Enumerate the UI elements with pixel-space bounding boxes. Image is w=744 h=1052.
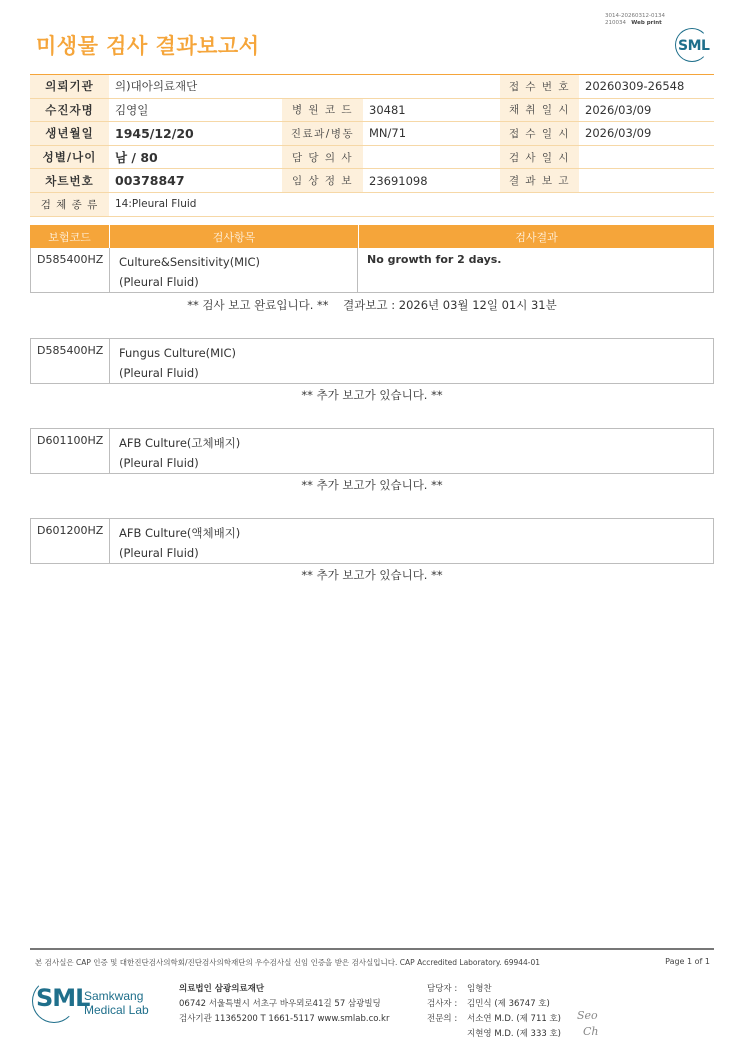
- value-receipt-date: 2026/03/09: [579, 122, 714, 146]
- sml-logo-top: [675, 28, 711, 64]
- label-collection-date: 채 취 일 시: [500, 98, 579, 122]
- value-birth-date: 1945/12/20: [109, 122, 282, 146]
- note-text: ** 추가 보고가 있습니다. **: [301, 388, 443, 402]
- logo-sml-text: SML: [36, 984, 90, 1012]
- print-seq: 210034: [605, 19, 626, 26]
- staff-list: [427, 982, 599, 1042]
- value-requesting-institution: 의)대아의료재단: [109, 75, 500, 99]
- value-collection-date: 2026/03/09: [579, 98, 714, 122]
- test-code: D601200HZ: [31, 519, 110, 563]
- staff-row: [427, 997, 561, 1012]
- report-note: [30, 387, 714, 403]
- info-row: [30, 192, 714, 216]
- label-department-ward: 진료과/병동: [282, 122, 363, 146]
- header-test-item: 검사항목: [110, 225, 359, 248]
- print-sub: [605, 20, 665, 27]
- label-attending-doctor: 담 당 의 사: [282, 145, 363, 169]
- staff-name: 김민식 (제 36747 호): [467, 999, 550, 1009]
- value-chart-number: 00378847: [109, 169, 282, 193]
- value-hospital-code: 30481: [363, 98, 500, 122]
- result-row: [30, 248, 714, 293]
- staff-row: [427, 982, 561, 997]
- test-item: [110, 339, 679, 383]
- label-requesting-institution: 의뢰기관: [30, 75, 109, 99]
- report-title: 미생물 검사 결과보고서: [36, 34, 260, 58]
- org-contact: 검사기관 11365200 T 1661-5117 www.smlab.co.kr: [179, 1014, 390, 1024]
- label-result-report: 결 과 보 고: [500, 169, 579, 193]
- info-row: [30, 169, 714, 193]
- staff-row: [427, 1012, 561, 1027]
- test-specimen: (Pleural Fluid): [119, 275, 199, 289]
- org-name: 의료법인 삼광의료재단: [179, 984, 265, 994]
- organization-info: [179, 982, 389, 1027]
- value-specimen-type: 14:Pleural Fluid: [109, 192, 714, 216]
- org-address: 06742 서울특별시 서초구 바우뫼로41길 57 삼광빌딩: [179, 999, 381, 1009]
- staff-role: 전문의 :: [427, 1014, 458, 1024]
- staff-row: [427, 1027, 561, 1042]
- print-meta: [605, 13, 665, 26]
- value-attending-doctor: [363, 145, 500, 169]
- test-item: [110, 519, 679, 563]
- label-test-date: 검 사 일 시: [500, 145, 579, 169]
- label-clinical-info: 임 상 정 보: [282, 169, 363, 193]
- signature-mark: Seo: [577, 1009, 598, 1022]
- logo-text: SML: [678, 38, 710, 54]
- test-item: [110, 429, 679, 473]
- report-note: [30, 567, 714, 583]
- test-code: D585400HZ: [31, 339, 110, 383]
- label-receipt-date: 접 수 일 시: [500, 122, 579, 146]
- label-specimen-type: 검 체 종 류: [30, 192, 109, 216]
- staff-role: 담당자 :: [427, 984, 458, 994]
- accreditation-note: 본 검사실은 CAP 인증 및 대한진단검사의학회/진단검사의학재단의 우수검사실 신임 인증을 받은 검사실입니다. CAP Accredited Laboratory. 69944-01: [35, 958, 541, 967]
- info-row: [30, 122, 714, 146]
- staff-role: 검사자 :: [427, 999, 458, 1009]
- label-birth-date: 생년월일: [30, 122, 109, 146]
- test-specimen: (Pleural Fluid): [119, 366, 199, 380]
- test-code: D601100HZ: [31, 429, 110, 473]
- samkwang-logo: [36, 981, 166, 1025]
- info-row: [30, 98, 714, 122]
- results-header: [30, 225, 714, 248]
- staff-role: [427, 1027, 467, 1042]
- header-test-result: 검사결과: [515, 230, 558, 244]
- header-insurance-code: 보험코드: [30, 225, 110, 248]
- test-specimen: (Pleural Fluid): [119, 546, 199, 560]
- footer-divider: [30, 948, 714, 950]
- staff-name: 임형찬: [467, 984, 492, 994]
- report-note: [30, 477, 714, 493]
- label-sex-age: 성별/나이: [30, 145, 109, 169]
- value-sex-age: 남 / 80: [109, 145, 282, 169]
- test-name: Culture&Sensitivity(MIC): [119, 255, 261, 269]
- test-name: AFB Culture(액체배지): [119, 526, 241, 540]
- result-row: [30, 518, 714, 564]
- value-test-date: [579, 145, 714, 169]
- label-hospital-code: 병 원 코 드: [282, 98, 363, 122]
- report-note: [30, 297, 714, 313]
- test-item: [110, 248, 358, 292]
- value-accession-number: 20260309-26548: [579, 75, 714, 99]
- value-department-ward: MN/71: [363, 122, 500, 146]
- patient-info-table: [30, 74, 714, 217]
- result-row: [30, 428, 714, 474]
- staff-name: 지현영 M.D. (제 333 호): [467, 1029, 562, 1039]
- value-patient-name: 김영일: [109, 98, 282, 122]
- label-chart-number: 차트번호: [30, 169, 109, 193]
- test-result: No growth for 2 days.: [367, 253, 502, 266]
- test-specimen: (Pleural Fluid): [119, 456, 199, 470]
- logo-name-line2: Medical Lab: [84, 1003, 149, 1017]
- value-clinical-info: 23691098: [363, 169, 500, 193]
- value-result-report: [579, 169, 714, 193]
- test-code: D585400HZ: [31, 248, 110, 292]
- note-text: ** 추가 보고가 있습니다. **: [301, 568, 443, 582]
- note-text: ** 검사 보고 완료입니다. ** 결과보고 : 2026년 03월 12일 01시 31분: [187, 298, 557, 312]
- staff-name: 서소연 M.D. (제 711 호): [467, 1014, 562, 1024]
- label-patient-name: 수진자명: [30, 98, 109, 122]
- signature-mark: Ch: [583, 1025, 599, 1038]
- logo-name: [84, 989, 149, 1017]
- test-name: Fungus Culture(MIC): [119, 346, 236, 360]
- result-row: [30, 338, 714, 384]
- info-row: [30, 75, 714, 99]
- page-number: Page 1 of 1: [665, 957, 710, 966]
- logo-name-line1: Samkwang: [84, 989, 144, 1003]
- print-id: 3014-20260312-0134: [605, 13, 665, 19]
- web-print-label: Web print: [631, 19, 662, 26]
- label-accession-number: 접 수 번 호: [500, 75, 579, 99]
- note-text: ** 추가 보고가 있습니다. **: [301, 478, 443, 492]
- info-row: [30, 145, 714, 169]
- test-name: AFB Culture(고체배지): [119, 436, 241, 450]
